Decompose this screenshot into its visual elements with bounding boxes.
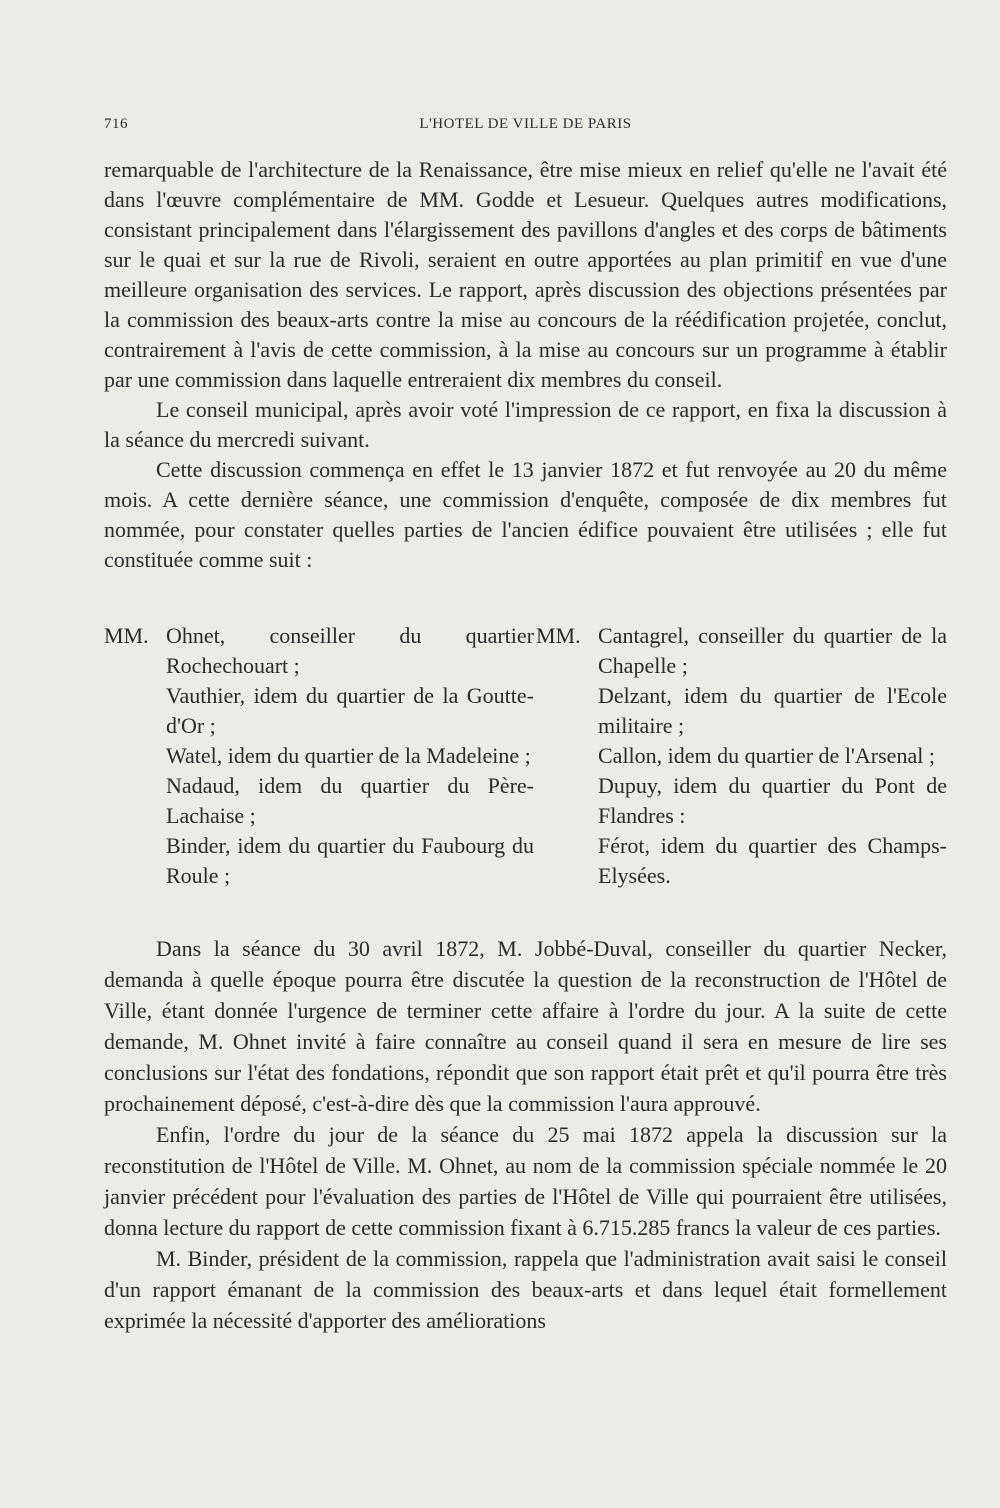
member-entry: Ohnet, conseiller du quartier Rochechouart ; [166,623,534,678]
paragraph: Le conseil municipal, après avoir voté l'impression de ce rapport, en fixa la discussion à la séance du mercredi suivant. [104,397,947,452]
member-entry: Callon, idem du quartier de l'Arsenal ; [598,743,935,768]
members-column-right [536,621,947,891]
members-column-left [104,621,534,891]
member-entry: Nadaud, idem du quartier du Père-Lachaise ; [166,773,534,828]
commission-members-list [104,621,947,926]
running-title: L'HOTEL DE VILLE DE PARIS [419,116,632,132]
paragraph: Cette discussion commença en effet le 13 janvier 1872 et fut renvoyée au 20 du même mois. A cette dernière séance, une commission d'enquête, composée de dix membres fut nommée, pour constater quelles parties de l'ancien édifice pouvaient être utilisées ; elle fut constituée comme suit : [104,457,947,572]
running-header [104,116,947,140]
member-entry: Watel, idem du quartier de la Madeleine ; [166,743,531,768]
text-block-bottom [104,933,947,1336]
page-number: 716 [104,116,128,132]
member-entry: Vauthier, idem du quartier de la Goutte-d'Or ; [166,683,534,738]
member-entry: Cantagrel, conseiller du quartier de la Chapelle ; [598,623,947,678]
members-prefix: MM. [536,623,581,648]
member-entry: Delzant, idem du quartier de l'Ecole militaire ; [598,683,947,738]
member-entry: Binder, idem du quartier du Faubourg du Roule ; [166,833,534,888]
paragraph: Dans la séance du 30 avril 1872, M. Jobbé-Duval, conseiller du quartier Necker, demanda à quelle époque pourra être discutée la question de la reconstruction de l'Hôtel de Ville, étant donnée l'urgence de terminer cette affaire à l'ordre du jour. A la suite de cette demande, M. Ohnet invité à faire connaître au conseil quand il sera en mesure de lire ses conclusions sur l'état des fondations, répondit que son rapport était prêt et qu'il pourra être très prochainement déposé, c'est-à-dire dès que la commission l'aura approuvé. [104,936,947,1116]
member-entry: Dupuy, idem du quartier du Pont de Flandres : [598,773,947,828]
paragraph: remarquable de l'architecture de la Renaissance, être mise mieux en relief qu'elle ne l'avait été dans l'œuvre complémentaire de MM. Godde et Lesueur. Quelques autres modifications, consistant principalement dans l'élargissement des pavillons d'angles et des corps de bâtiments sur le quai et sur la rue de Rivoli, seraient en outre apportées au plan primitif en vue d'une meilleure organisation des services. Le rapport, après discussion des objections présentées par la commission des beaux-arts contre la mise au concours de la réédification projetée, conclut, contrairement à l'avis de cette commission, à la mise au concours sur un programme à établir par une commission dans laquelle entreraient dix membres du conseil. [104,157,947,392]
member-entry: Férot, idem du quartier des Champs-Elysées. [598,833,947,888]
paragraph: Enfin, l'ordre du jour de la séance du 25 mai 1872 appela la discussion sur la reconstitution de l'Hôtel de Ville. M. Ohnet, au nom de la commission spéciale nommée le 20 janvier précédent pour l'évaluation des parties de l'Hôtel de Ville qui pourraient être utilisées, donna lecture du rapport de cette commission fixant à 6.715.285 francs la valeur de ces parties. [104,1122,947,1240]
paragraph: M. Binder, président de la commission, rappela que l'administration avait saisi le conseil d'un rapport émanant de la commission des beaux-arts et dans lequel était formellement exprimée la nécessité d'apporter des améliorations [104,1246,947,1333]
text-block-top [104,155,947,575]
members-prefix: MM. [104,623,149,648]
